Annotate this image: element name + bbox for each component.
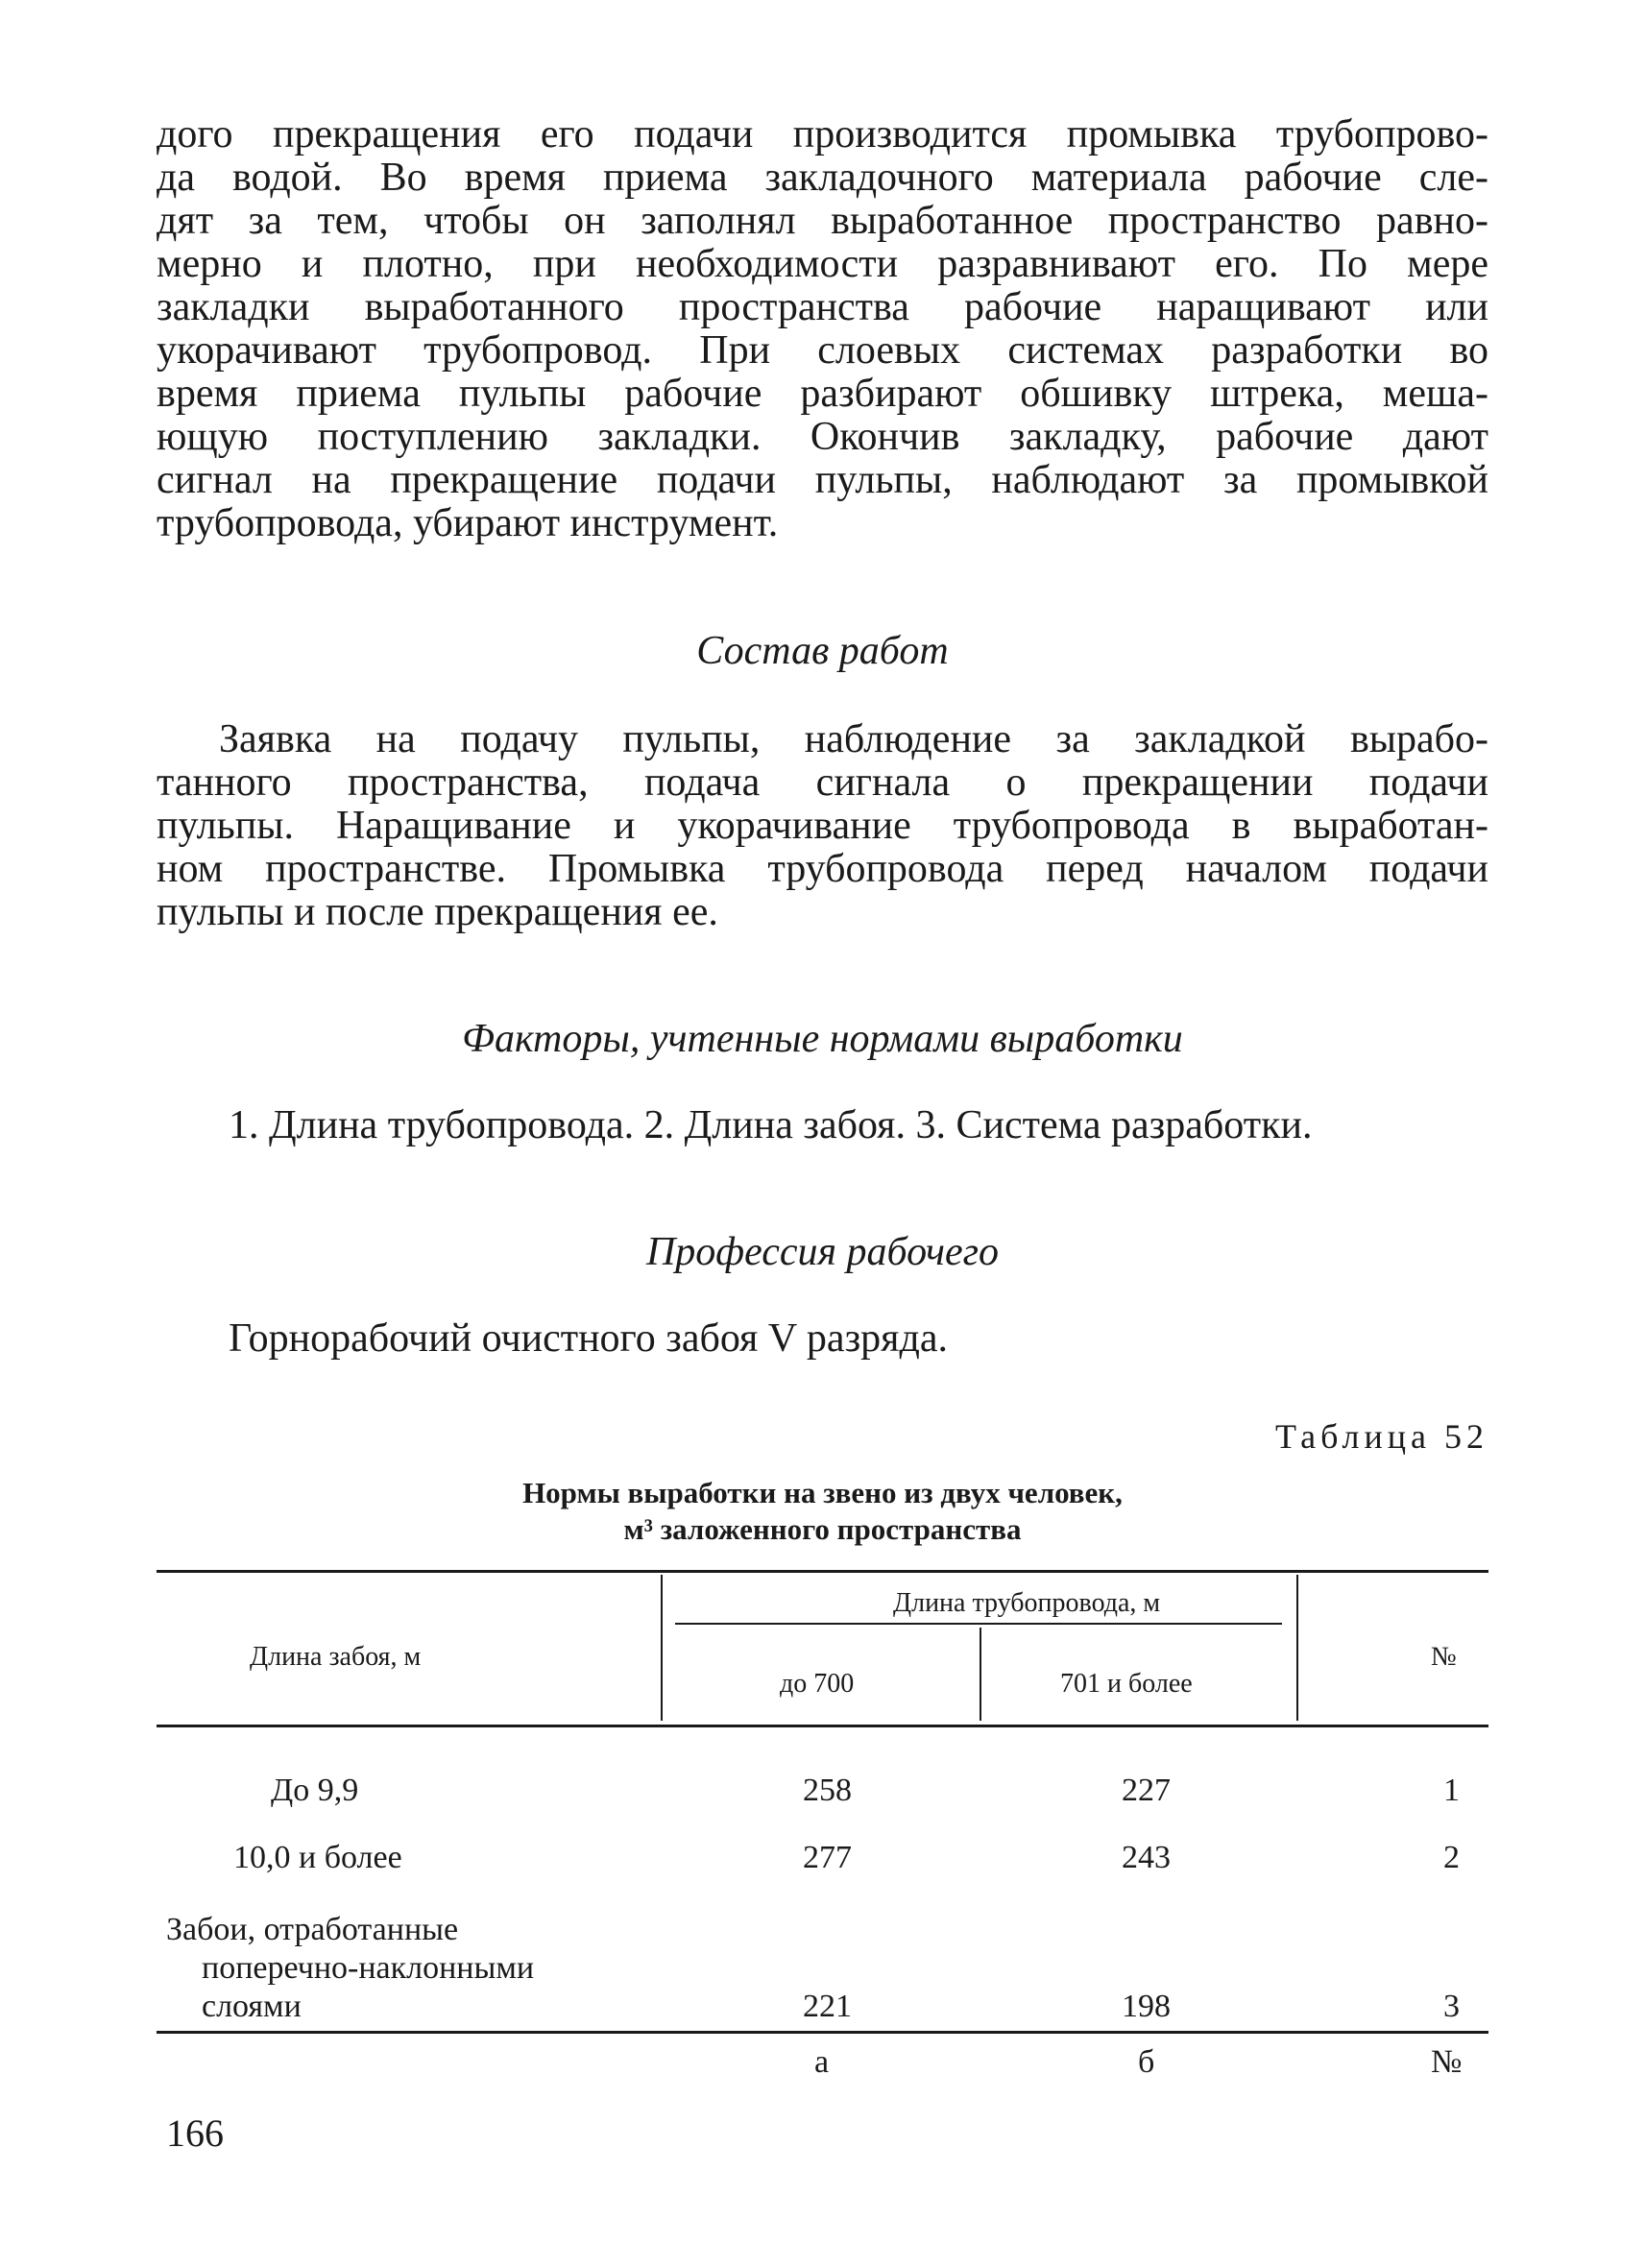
table-top-rule: [157, 1570, 1488, 1573]
factors-text: 1. Длина трубопровода. 2. Длина забоя. 3. Система разработки.: [229, 1103, 1313, 1147]
table-header-701-more: 701 и более: [1060, 1669, 1193, 1699]
table-header-no: №: [1431, 1642, 1457, 1672]
work-line: пульпы. Наращивание и укорачивание трубопровода в выработан-: [157, 804, 1488, 848]
table-header-face-length: Длина забоя, м: [250, 1642, 422, 1672]
work-line: танного пространства, подача сигнала о прекращении подачи: [157, 760, 1488, 805]
table-footer-b: б: [1138, 2044, 1155, 2080]
table-header-pipe-length: Длина трубопровода, м: [893, 1588, 1161, 1618]
work-line: пульпы и после прекращения ее.: [157, 890, 718, 934]
table-header-up-to-700: до 700: [780, 1669, 855, 1699]
intro-line: сигнал на прекращение подачи пульпы, наблюдают за промывкой: [157, 458, 1488, 502]
intro-line: время приема пульпы рабочие разбирают обшивку штрека, меша-: [157, 372, 1488, 416]
table-row-label: 10,0 и более: [233, 1840, 402, 1875]
table-footer-a: а: [814, 2044, 830, 2080]
table-col-divider: [980, 1628, 981, 1721]
table-col-divider: [1296, 1575, 1298, 1721]
intro-line: ющую поступлению закладки. Окончив закладку, рабочие дают: [157, 415, 1488, 459]
table-cell-no: 3: [1443, 1989, 1460, 2024]
table-cell-b: 227: [1122, 1773, 1171, 1808]
work-line: ном пространстве. Промывка трубопровода перед началом подачи: [157, 847, 1488, 891]
section-heading-work: Состав работ: [696, 629, 949, 673]
work-paragraph: [157, 718, 1488, 934]
table-row-label: До 9,9: [271, 1773, 359, 1808]
intro-line: трубопровода, убирают инструмент.: [157, 501, 779, 545]
table-cell-a: 258: [803, 1773, 852, 1808]
table-caption-line1: Нормы выработки на звено из двух человек,: [522, 1476, 1123, 1509]
profession-text: Горнорабочий очистного забоя V разряда.: [229, 1316, 948, 1361]
intro-line: укорачивают трубопровод. При слоевых системах разработки во: [157, 328, 1488, 373]
intro-line: да водой. Во время приема закладочного материала рабочие сле-: [157, 156, 1488, 200]
intro-line: дят за тем, чтобы он заполнял выработанное пространство равно-: [157, 199, 1488, 243]
page-number: 166: [166, 2111, 224, 2155]
table-cell-a: 277: [803, 1840, 852, 1875]
intro-line: закладки выработанного пространства рабочие наращивают или: [157, 285, 1488, 329]
table-cell-no: 2: [1443, 1840, 1460, 1875]
table-cell-a: 221: [803, 1989, 852, 2024]
table-row-label: Забои, отработанные: [166, 1912, 459, 1947]
table-cell-no: 1: [1443, 1773, 1460, 1808]
table-cell-b: 198: [1122, 1989, 1171, 2024]
table-header-rule: [157, 1725, 1488, 1727]
table-row-label: слоями: [202, 1989, 302, 2024]
table-col-divider: [661, 1575, 663, 1721]
table-bottom-rule: [157, 2031, 1488, 2034]
work-line: Заявка на подачу пульпы, наблюдение за закладкой вырабо-: [219, 717, 1488, 761]
table-caption-line2: м³ заложенного пространства: [623, 1512, 1022, 1546]
intro-line: дого прекращения его подачи производится промывка трубопрово-: [157, 112, 1488, 157]
intro-paragraph: [157, 113, 1488, 545]
section-heading-factors: Факторы, учтенные нормами выработки: [462, 1017, 1183, 1061]
table-footer-no: №: [1431, 2044, 1463, 2080]
table-cell-b: 243: [1122, 1840, 1171, 1875]
table-subheader-rule: [675, 1623, 1282, 1625]
section-heading-profession: Профессия рабочего: [645, 1230, 1000, 1274]
table-number: Таблица 52: [1275, 1417, 1488, 1456]
intro-line: мерно и плотно, при необходимости разравнивают его. По мере: [157, 242, 1488, 286]
table-row-label: поперечно-наклонными: [202, 1950, 535, 1986]
